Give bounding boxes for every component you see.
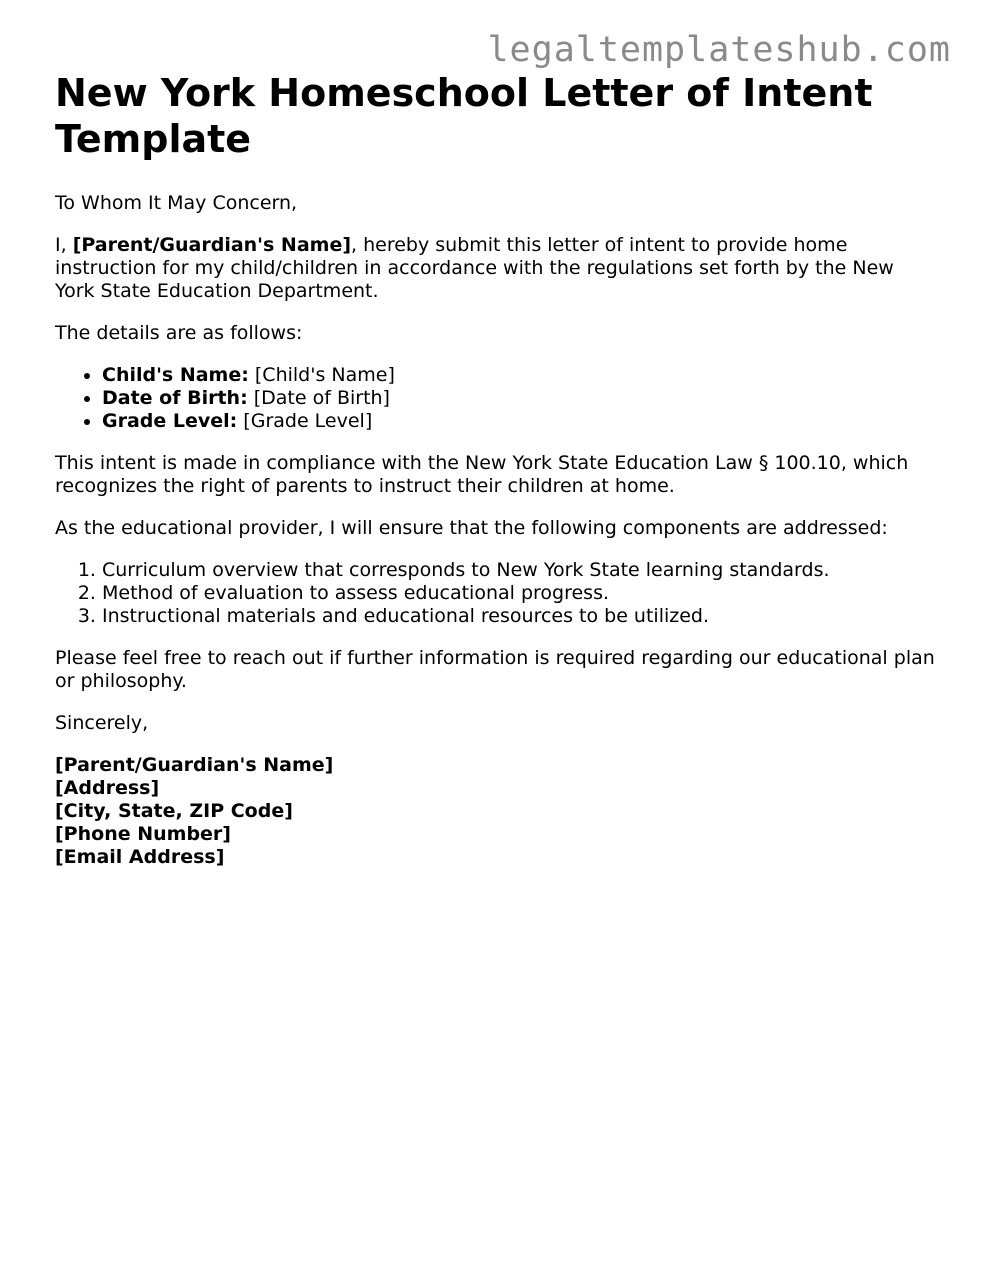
signature-email: [Email Address] <box>55 846 225 868</box>
intro-suffix: , hereby submit this letter of intent to provide home instruction for my child/children in accordance with the regulations set forth by the New York State Education Department. <box>55 234 894 302</box>
list-item <box>102 387 935 410</box>
components-list <box>55 559 935 628</box>
details-intro: The details are as follows: <box>55 322 303 344</box>
details-list <box>55 364 935 433</box>
intro-paragraph <box>55 234 935 303</box>
law-paragraph: This intent is made in compliance with the New York State Education Law § 100.10, which recognizes the right of parents to instruct their children at home. <box>55 452 909 497</box>
watermark: legaltemplateshub.com <box>487 30 951 70</box>
signature-name: [Parent/Guardian's Name] <box>55 754 334 776</box>
list-item: 1. Curriculum overview that corresponds to New York State learning standards. <box>102 559 935 582</box>
list-item <box>102 410 935 433</box>
letter-document <box>55 70 935 869</box>
detail-label: Child's Name: <box>102 364 249 386</box>
list-item <box>102 364 935 387</box>
intro-name-placeholder: [Parent/Guardian's Name] <box>72 234 352 256</box>
intro-prefix: I, <box>55 234 73 256</box>
greeting: To Whom It May Concern, <box>55 192 298 214</box>
list-item: 3. Instructional materials and educational resources to be utilized. <box>102 605 935 628</box>
detail-value: [Child's Name] <box>248 364 395 386</box>
list-item: 2. Method of evaluation to assess educational progress. <box>102 582 935 605</box>
signature-phone: [Phone Number] <box>55 823 231 845</box>
detail-value: [Date of Birth] <box>247 387 390 409</box>
signature-block <box>55 754 935 869</box>
detail-label: Grade Level: <box>102 410 238 432</box>
detail-label: Date of Birth: <box>102 387 248 409</box>
signature-address: [Address] <box>55 777 160 799</box>
reach-paragraph: Please feel free to reach out if further information is required regarding our educational plan or philosophy. <box>55 647 935 692</box>
detail-value: [Grade Level] <box>237 410 373 432</box>
provider-paragraph: As the educational provider, I will ensure that the following components are addressed: <box>55 517 888 539</box>
signature-city-state-zip: [City, State, ZIP Code] <box>55 800 293 822</box>
closing: Sincerely, <box>55 712 149 734</box>
page-title: New York Homeschool Letter of Intent Template <box>55 71 873 161</box>
